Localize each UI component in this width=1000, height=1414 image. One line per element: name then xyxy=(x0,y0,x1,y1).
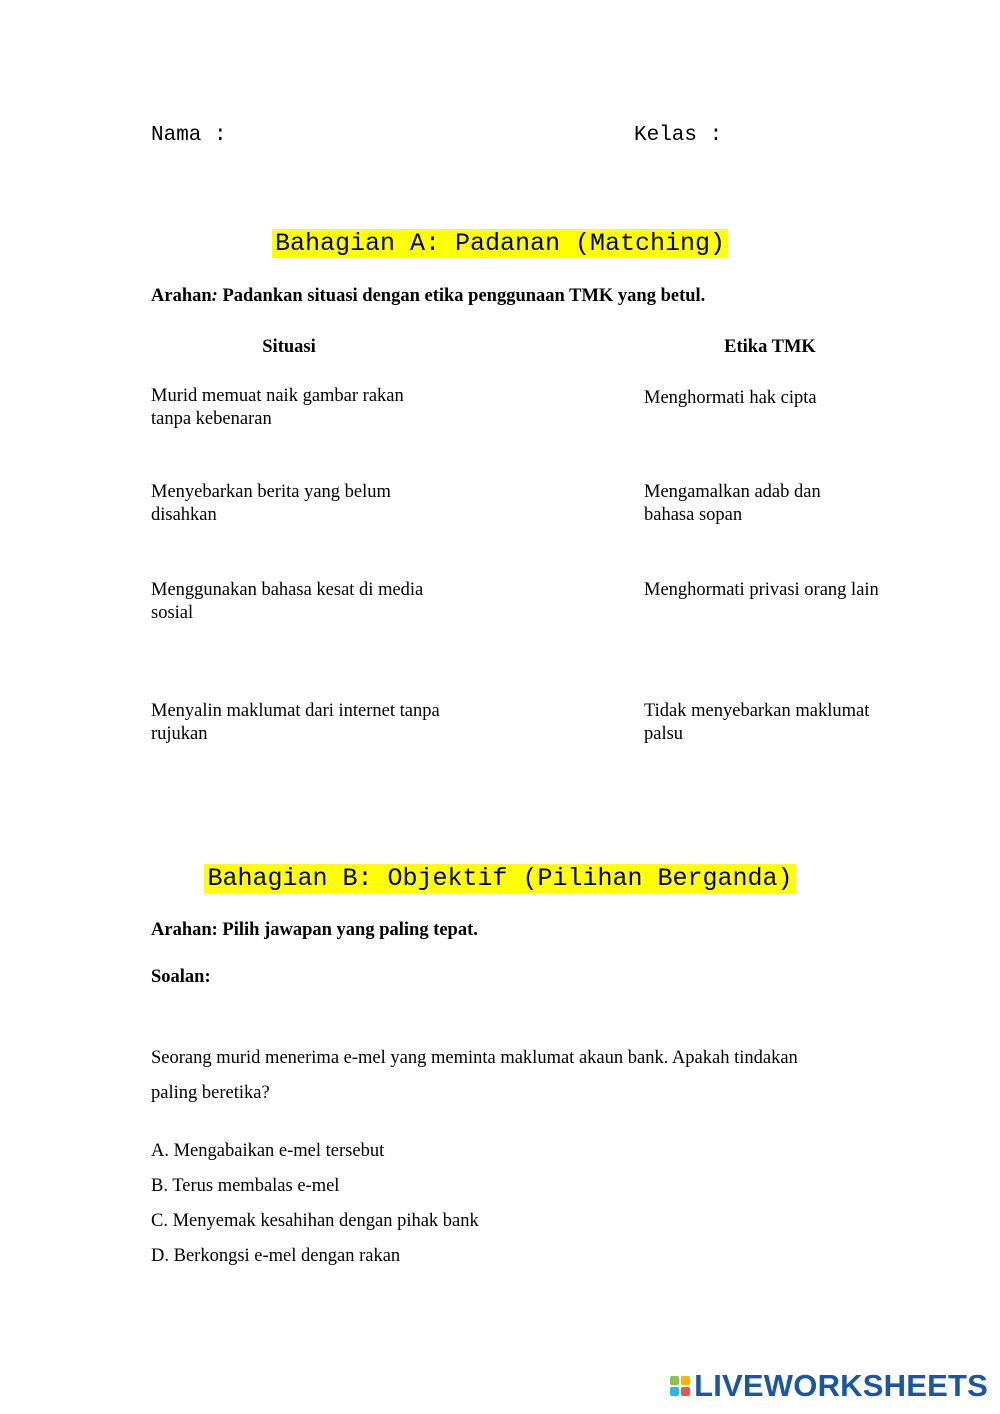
question-label: Soalan: xyxy=(151,967,211,987)
section-b-instruction: Arahan: Pilih jawapan yang paling tepat. xyxy=(151,920,478,940)
ethics-item-4[interactable]: Tidak menyebarkan maklumat palsu xyxy=(644,701,870,744)
situation-item-3[interactable]: Menggunakan bahasa kesat di media sosial xyxy=(151,580,424,623)
class-label: Kelas : xyxy=(634,124,723,147)
name-label: Nama : xyxy=(151,124,227,147)
section-b-title: Bahagian B: Objektif (Pilihan Berganda) xyxy=(204,864,795,893)
ethics-item-1[interactable]: Menghormati hak cipta xyxy=(644,388,817,408)
instruction-text: Padankan situasi dengan etika penggunaan TMK yang betul. xyxy=(217,286,706,306)
column-heading-situasi: Situasi xyxy=(262,337,316,357)
section-a-instruction xyxy=(151,286,705,307)
liveworksheets-logo xyxy=(670,1366,988,1406)
logo-square-4 xyxy=(681,1387,690,1396)
question-text: Seorang murid menerima e-mel yang meminta maklumat akaun bank. Apakah tindakan paling beretika? xyxy=(151,1048,798,1103)
ethics-item-3[interactable]: Menghormati privasi orang lain xyxy=(644,580,879,600)
situation-item-4[interactable]: Menyalin maklumat dari internet tanpa rujukan xyxy=(151,701,440,744)
instruction-colon: : xyxy=(211,286,218,306)
section-a-title: Bahagian A: Padanan (Matching) xyxy=(272,229,728,258)
option-b[interactable]: B. Terus membalas e-mel xyxy=(151,1176,340,1196)
option-d[interactable]: D. Berkongsi e-mel dengan rakan xyxy=(151,1246,401,1266)
column-heading-etika: Etika TMK xyxy=(724,337,816,357)
logo-text: LIVEWORKSHEETS xyxy=(694,1368,988,1403)
ethics-item-2[interactable]: Mengamalkan adab dan bahasa sopan xyxy=(644,482,821,525)
section-b-title-row xyxy=(0,861,1000,897)
situation-item-2[interactable]: Menyebarkan berita yang belum disahkan xyxy=(151,482,391,525)
option-c[interactable]: C. Menyemak kesahihan dengan pihak bank xyxy=(151,1211,479,1231)
instruction-prefix: Arahan xyxy=(151,286,212,306)
section-a-title-row xyxy=(0,226,1000,262)
logo-square-3 xyxy=(670,1387,679,1396)
liveworksheets-logo-icon xyxy=(670,1376,690,1396)
situation-item-1[interactable]: Murid memuat naik gambar rakan tanpa kebenaran xyxy=(151,386,404,429)
logo-square-2 xyxy=(681,1376,690,1385)
logo-square-1 xyxy=(670,1376,679,1385)
option-a[interactable]: A. Mengabaikan e-mel tersebut xyxy=(151,1141,385,1161)
